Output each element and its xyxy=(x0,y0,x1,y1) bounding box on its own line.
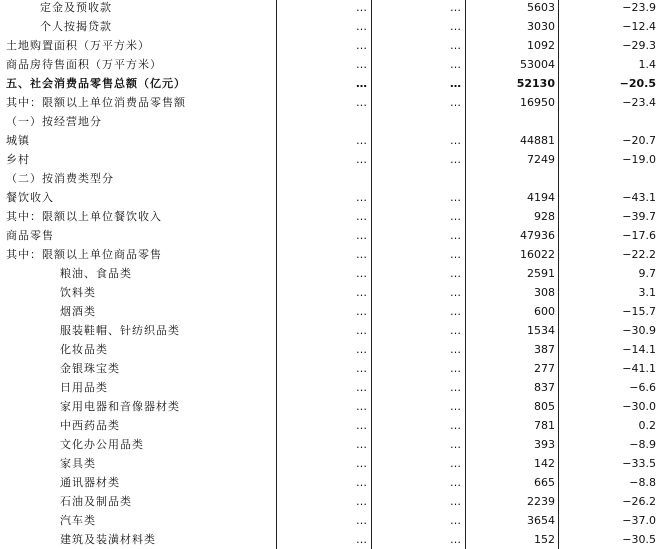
value-cell: … xyxy=(356,305,367,318)
value-cell: … xyxy=(356,381,367,394)
value-cell: … xyxy=(450,438,461,451)
value-cell xyxy=(277,169,369,188)
table-row xyxy=(0,17,659,36)
value-cell: … xyxy=(356,324,367,337)
row-label: 土地购置面积（万平方米） xyxy=(6,39,150,52)
growth-rate-cell: −8.9 xyxy=(629,438,656,451)
value-cell xyxy=(469,112,555,131)
value-cell: … xyxy=(450,248,461,261)
value-cell: … xyxy=(450,514,461,527)
row-label: 文化办公用品类 xyxy=(60,438,144,451)
table-row xyxy=(0,492,659,511)
row-label: 其中：限额以上单位餐饮收入 xyxy=(6,210,162,223)
growth-rate-cell: −39.7 xyxy=(622,210,656,223)
value-cell: … xyxy=(450,533,461,546)
row-label: 商品房待售面积（万平方米） xyxy=(6,58,162,71)
row-label: 金银珠宝类 xyxy=(60,362,120,375)
value-cell: 308 xyxy=(534,286,555,299)
value-cell: 142 xyxy=(534,457,555,470)
growth-rate-cell: −37.0 xyxy=(622,514,656,527)
growth-rate-cell: −20.5 xyxy=(619,77,656,90)
value-cell: 2591 xyxy=(527,267,555,280)
value-cell: … xyxy=(450,58,461,71)
row-label: 乡村 xyxy=(6,153,30,166)
table-row xyxy=(0,264,659,283)
value-cell: 387 xyxy=(534,343,555,356)
table-row xyxy=(0,150,659,169)
growth-rate-cell: −14.1 xyxy=(622,343,656,356)
growth-rate-cell: −8.8 xyxy=(629,476,656,489)
table-row xyxy=(0,511,659,530)
value-cell: … xyxy=(356,457,367,470)
value-cell: … xyxy=(356,286,367,299)
growth-rate-cell: −30.5 xyxy=(622,533,656,546)
value-cell: … xyxy=(356,343,367,356)
table-row xyxy=(0,131,659,150)
value-cell: … xyxy=(356,495,367,508)
value-cell: … xyxy=(356,419,367,432)
value-cell: … xyxy=(356,96,367,109)
table-row xyxy=(0,435,659,454)
row-label: 定金及预收款 xyxy=(40,1,112,14)
value-cell xyxy=(377,169,461,188)
value-cell: 3654 xyxy=(527,514,555,527)
value-cell: 52130 xyxy=(516,77,555,90)
value-cell: 600 xyxy=(534,305,555,318)
row-label: 商品零售 xyxy=(6,229,54,242)
value-cell: … xyxy=(450,39,461,52)
growth-rate-cell xyxy=(560,112,656,131)
growth-rate-cell: 1.4 xyxy=(638,58,656,71)
growth-rate-cell: −19.0 xyxy=(622,153,656,166)
growth-rate-cell: 3.1 xyxy=(638,286,656,299)
value-cell: … xyxy=(450,457,461,470)
value-cell: … xyxy=(450,1,461,14)
table-row xyxy=(0,74,659,93)
value-cell: … xyxy=(356,210,367,223)
row-label: （二）按消费类型分 xyxy=(6,172,114,185)
value-cell: 928 xyxy=(534,210,555,223)
value-cell: 4194 xyxy=(527,191,555,204)
row-label: 服装鞋帽、针纺织品类 xyxy=(60,324,180,337)
value-cell: 3030 xyxy=(527,20,555,33)
value-cell: … xyxy=(450,286,461,299)
value-cell: … xyxy=(356,476,367,489)
value-cell: … xyxy=(356,267,367,280)
value-cell: 1534 xyxy=(527,324,555,337)
value-cell: … xyxy=(356,1,367,14)
table-row xyxy=(0,359,659,378)
value-cell: … xyxy=(450,343,461,356)
growth-rate-cell: −12.4 xyxy=(622,20,656,33)
value-cell: … xyxy=(450,134,461,147)
table-row xyxy=(0,302,659,321)
row-label: 化妆品类 xyxy=(60,343,108,356)
table-row xyxy=(0,207,659,226)
value-cell: 781 xyxy=(534,419,555,432)
table-row xyxy=(0,397,659,416)
value-cell: 665 xyxy=(534,476,555,489)
growth-rate-cell: −29.3 xyxy=(622,39,656,52)
value-cell: … xyxy=(450,324,461,337)
growth-rate-cell: −43.1 xyxy=(622,191,656,204)
value-cell: … xyxy=(450,495,461,508)
value-cell: 2239 xyxy=(527,495,555,508)
value-cell: 5603 xyxy=(527,1,555,14)
row-label: 其中：限额以上单位商品零售 xyxy=(6,248,162,261)
table-row xyxy=(0,321,659,340)
value-cell xyxy=(277,112,369,131)
row-label: 城镇 xyxy=(6,134,30,147)
table-row xyxy=(0,55,659,74)
value-cell xyxy=(377,112,461,131)
value-cell: 393 xyxy=(534,438,555,451)
value-cell: … xyxy=(450,362,461,375)
growth-rate-cell: −33.5 xyxy=(622,457,656,470)
table-row xyxy=(0,378,659,397)
row-label: 五、社会消费品零售总额（亿元） xyxy=(6,77,186,90)
value-cell: … xyxy=(356,153,367,166)
value-cell: … xyxy=(450,96,461,109)
value-cell: … xyxy=(356,58,367,71)
table-row xyxy=(0,283,659,302)
value-cell: … xyxy=(356,362,367,375)
table-row xyxy=(0,530,659,549)
row-label: 日用品类 xyxy=(60,381,108,394)
table-row xyxy=(0,93,659,112)
row-label: 烟酒类 xyxy=(60,305,96,318)
row-label: 家具类 xyxy=(60,457,96,470)
row-label: 汽车类 xyxy=(60,514,96,527)
value-cell: 7249 xyxy=(527,153,555,166)
value-cell: … xyxy=(356,20,367,33)
table-row xyxy=(0,454,659,473)
growth-rate-cell: −20.7 xyxy=(622,134,656,147)
growth-rate-cell: −15.7 xyxy=(622,305,656,318)
value-cell: … xyxy=(356,533,367,546)
value-cell: … xyxy=(356,134,367,147)
value-cell: … xyxy=(356,39,367,52)
row-label: 建筑及装潢材料类 xyxy=(60,533,156,546)
value-cell: … xyxy=(450,400,461,413)
value-cell: … xyxy=(450,229,461,242)
growth-rate-cell: −41.1 xyxy=(622,362,656,375)
value-cell: … xyxy=(450,20,461,33)
value-cell xyxy=(469,169,555,188)
row-label: 饮料类 xyxy=(60,286,96,299)
value-cell: 152 xyxy=(534,533,555,546)
value-cell: 805 xyxy=(534,400,555,413)
value-cell: … xyxy=(356,191,367,204)
value-cell: 1092 xyxy=(527,39,555,52)
value-cell: … xyxy=(356,229,367,242)
growth-rate-cell: −17.6 xyxy=(622,229,656,242)
table-row xyxy=(0,473,659,492)
value-cell: … xyxy=(450,77,461,90)
growth-rate-cell: −23.9 xyxy=(622,1,656,14)
row-label: （一）按经营地分 xyxy=(6,115,102,128)
table-row xyxy=(0,188,659,207)
growth-rate-cell xyxy=(560,169,656,188)
growth-rate-cell: −30.0 xyxy=(622,400,656,413)
value-cell: … xyxy=(450,267,461,280)
value-cell: … xyxy=(450,153,461,166)
value-cell: … xyxy=(356,248,367,261)
value-cell: … xyxy=(356,514,367,527)
value-cell: … xyxy=(450,419,461,432)
value-cell: … xyxy=(450,381,461,394)
row-label: 通讯器材类 xyxy=(60,476,120,489)
table-row xyxy=(0,169,659,188)
table-row xyxy=(0,112,659,131)
value-cell: … xyxy=(450,210,461,223)
growth-rate-cell: −23.4 xyxy=(622,96,656,109)
value-cell: 44881 xyxy=(520,134,555,147)
value-cell: 47936 xyxy=(520,229,555,242)
row-label: 餐饮收入 xyxy=(6,191,54,204)
value-cell: … xyxy=(356,438,367,451)
value-cell: … xyxy=(356,77,367,90)
row-label: 家用电器和音像器材类 xyxy=(60,400,180,413)
growth-rate-cell: −22.2 xyxy=(622,248,656,261)
value-cell: 277 xyxy=(534,362,555,375)
table-row xyxy=(0,340,659,359)
table-row xyxy=(0,416,659,435)
row-label: 个人按揭贷款 xyxy=(40,20,112,33)
table-row xyxy=(0,36,659,55)
row-label: 粮油、食品类 xyxy=(60,267,132,280)
growth-rate-cell: 9.7 xyxy=(638,267,656,280)
table-row xyxy=(0,0,659,17)
table-row xyxy=(0,226,659,245)
growth-rate-cell: 0.2 xyxy=(638,419,656,432)
growth-rate-cell: −26.2 xyxy=(622,495,656,508)
value-cell: 53004 xyxy=(520,58,555,71)
growth-rate-cell: −6.6 xyxy=(629,381,656,394)
value-cell: … xyxy=(450,476,461,489)
value-cell: 16950 xyxy=(520,96,555,109)
row-label: 中西药品类 xyxy=(60,419,120,432)
growth-rate-cell: −30.9 xyxy=(622,324,656,337)
value-cell: … xyxy=(450,191,461,204)
table-row xyxy=(0,245,659,264)
row-label: 其中：限额以上单位消费品零售额 xyxy=(6,96,186,109)
value-cell: 16022 xyxy=(520,248,555,261)
value-cell: … xyxy=(356,400,367,413)
row-label: 石油及制品类 xyxy=(60,495,132,508)
value-cell: … xyxy=(450,305,461,318)
value-cell: 837 xyxy=(534,381,555,394)
